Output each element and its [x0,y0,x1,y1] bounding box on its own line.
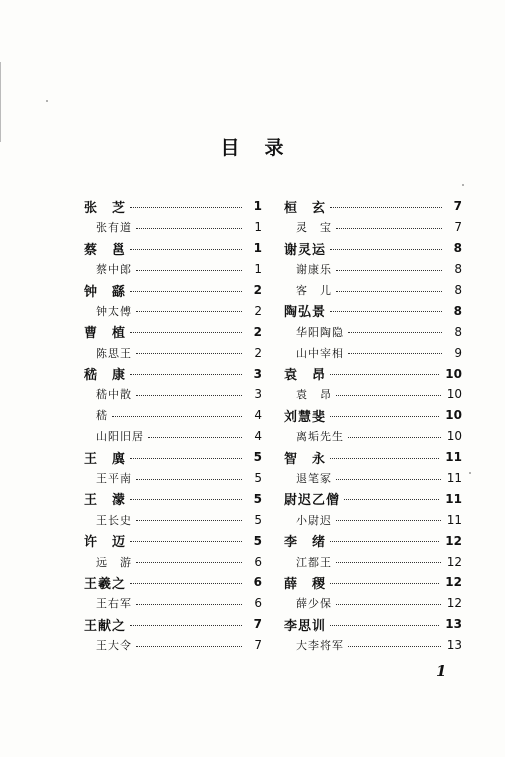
leader-dots [348,646,441,647]
leader-dots [136,604,242,605]
toc-entry[interactable] [284,447,462,468]
toc-entry[interactable] [284,468,462,489]
leader-dots [330,249,442,250]
leader-dots [136,228,242,229]
leader-dots [130,249,242,250]
toc-entry-name: 王平南 [96,472,132,486]
toc-entry-page: 10 [445,408,462,423]
toc-entry[interactable] [84,238,262,259]
toc-entry[interactable] [84,259,262,280]
toc-entry[interactable] [284,342,462,363]
toc-entry-page: 10 [446,387,462,402]
toc-entry-page: 5 [253,450,262,465]
title-char: 录 [264,137,285,159]
toc-entry-name: 李思训 [284,618,327,634]
toc-entry-page: 1 [253,241,262,256]
leader-dots [336,291,442,292]
toc-entry-page: 8 [454,262,462,277]
leader-dots [130,583,242,584]
leader-dots [330,207,442,208]
toc-entry-page: 4 [254,429,262,444]
leader-dots [330,541,439,542]
toc-entry-name: 离垢先生 [296,430,344,444]
toc-entry[interactable] [84,447,262,468]
toc-entry[interactable] [84,196,262,217]
toc-entry-page: 2 [254,303,262,318]
leader-dots [136,520,242,521]
toc-entry[interactable] [84,635,262,656]
toc-entry-name: 嵇 康 [84,368,127,384]
toc-entry[interactable] [84,426,262,447]
toc-entry[interactable] [284,321,462,342]
toc-entry-name: 王羲之 [84,576,127,592]
toc-entry[interactable] [284,426,462,447]
toc-entry[interactable] [284,300,462,321]
leader-dots [136,311,242,312]
leader-dots [130,291,242,292]
toc-entry-page: 7 [253,617,262,632]
leader-dots [348,437,441,438]
toc-entry-name: 尉迟乙僧 [284,493,341,509]
leader-dots [330,458,439,459]
leader-dots [344,499,439,500]
toc-entry-name: 大李将军 [296,639,344,653]
toc-entry-page: 8 [453,241,462,256]
leader-dots [130,374,242,375]
toc-column-right [284,196,462,656]
toc-entry-name: 陈思王 [96,346,132,360]
page-title [0,133,505,160]
toc-entry-name: 张 芝 [84,200,127,216]
scan-speck [469,472,471,474]
toc-entry[interactable] [284,551,462,572]
leader-dots [136,479,242,480]
toc-entry-page: 5 [254,512,262,527]
toc-entry-name: 薛 稷 [284,576,327,592]
toc-entry-name: 许 迈 [84,535,127,551]
toc-entry-page: 1 [253,199,262,214]
toc-entry-name: 桓 玄 [284,200,327,216]
toc-entry[interactable] [284,217,462,238]
toc-entry-name: 王献之 [84,618,127,634]
leader-dots [136,353,242,354]
toc-entry[interactable] [84,509,262,530]
toc-entry-name: 山阳旧居 [96,430,144,444]
toc-entry-name: 袁 昂 [284,368,327,384]
toc-entry-page: 11 [445,450,462,465]
leader-dots [348,353,442,354]
leader-dots [130,458,242,459]
toc-entry[interactable] [84,384,262,405]
toc-entry-name: 谢康乐 [296,263,332,277]
toc-entry-name: 陶弘景 [284,305,327,321]
toc-entry-page: 9 [454,345,462,360]
leader-dots [130,499,242,500]
toc-entry-page: 13 [446,638,462,653]
toc-entry[interactable] [284,363,462,384]
leader-dots [330,311,442,312]
toc-entry-name: 刘慧斐 [284,409,327,425]
scan-margin-line [0,62,1,142]
toc-entry-page: 6 [254,596,262,611]
leader-dots [336,395,441,396]
toc-entry[interactable] [84,468,262,489]
toc-entry-page: 5 [253,491,262,506]
toc-entry-page: 7 [453,199,462,214]
toc-entry-name: 王 廙 [84,451,127,467]
toc-entry-page: 8 [453,303,462,318]
toc-entry-name: 退笔冢 [296,472,332,486]
toc-entry[interactable] [284,509,462,530]
toc-entry-page: 3 [253,366,262,381]
toc-entry[interactable] [284,593,462,614]
page-number: 1 [436,662,447,680]
toc-entry-name: 薛少保 [296,597,332,611]
leader-dots [112,416,242,417]
toc-entry[interactable] [84,321,262,342]
toc-entry-name: 袁 昂 [296,388,332,402]
toc-entry[interactable] [84,342,262,363]
toc-entry-name: 钟太傅 [96,304,132,318]
leader-dots [136,646,242,647]
toc-entry-name: 王大令 [96,639,132,653]
leader-dots [136,395,242,396]
toc-entry[interactable] [284,259,462,280]
toc-entry[interactable] [84,572,262,593]
toc-entry-name: 智 永 [284,451,327,467]
toc-entry-name: 客 儿 [296,284,332,297]
toc-entry-name: 王 濛 [84,493,127,509]
leader-dots [330,374,439,375]
leader-dots [330,625,439,626]
leader-dots [330,416,439,417]
toc-entry-page: 2 [253,324,262,339]
toc-entry-name: 山中宰相 [296,346,344,360]
toc-entry[interactable] [284,238,462,259]
leader-dots [336,520,441,521]
toc-entry-page: 7 [454,220,462,235]
toc-entry-page: 3 [254,387,262,402]
toc-entry-name: 曹 植 [84,326,127,342]
toc-entry[interactable] [84,300,262,321]
toc-entry-page: 12 [445,575,462,590]
scan-speck [462,184,464,186]
toc-entry[interactable] [84,551,262,572]
leader-dots [336,270,442,271]
toc-entry[interactable] [84,280,262,301]
leader-dots [336,228,442,229]
toc-entry[interactable] [84,488,262,509]
toc-entry[interactable] [84,614,262,635]
toc-entry-page: 10 [445,366,462,381]
leader-dots [130,207,242,208]
toc-entry-page: 5 [254,471,262,486]
toc-entry-name: 嵇 [96,409,108,423]
toc-entry[interactable] [84,530,262,551]
toc-entry-name: 嵇中散 [96,388,132,402]
toc-entry-name: 蔡中郎 [96,263,132,277]
toc-entry[interactable] [84,217,262,238]
leader-dots [348,332,442,333]
toc-entry-name: 李 绪 [284,535,327,551]
toc-entry-page: 1 [254,262,262,277]
leader-dots [136,270,242,271]
toc-entry-name: 王长史 [96,513,132,527]
toc-entry-name: 华阳陶隐 [296,325,344,339]
leader-dots [130,541,242,542]
toc-entry-page: 8 [454,283,462,297]
toc-entry-name: 钟 繇 [84,284,127,300]
leader-dots [130,625,242,626]
toc-entry[interactable] [284,530,462,551]
toc-entry[interactable] [84,363,262,384]
leader-dots [130,332,242,333]
toc-entry-page: 5 [253,533,262,548]
leader-dots [336,562,441,563]
toc-entry-page: 13 [445,617,462,632]
toc-entry-name: 谢灵运 [284,242,327,258]
toc-entry-page: 1 [254,220,262,235]
toc-entry[interactable] [284,405,462,426]
toc-entry-name: 远 游 [96,555,132,569]
toc-entry[interactable] [84,593,262,614]
title-char: 目 [220,137,241,159]
toc-entry[interactable] [284,635,462,656]
leader-dots [330,583,439,584]
toc-entry-name: 张有道 [96,221,132,235]
toc-entry-page: 6 [254,554,262,569]
scan-speck [46,100,48,102]
toc-entry-page: 12 [446,554,462,569]
toc-entry-name: 江都王 [296,555,332,569]
toc-entry-page: 2 [254,345,262,360]
toc-entry-page: 8 [454,324,462,339]
leader-dots [148,437,242,438]
toc-entry[interactable] [284,572,462,593]
toc-entry-page: 11 [446,512,462,527]
toc-entry-page: 11 [445,491,462,506]
toc-entry-page: 12 [445,533,462,548]
toc-entry[interactable] [284,384,462,405]
toc-entry[interactable] [284,488,462,509]
toc-entry-page: 10 [446,429,462,444]
leader-dots [136,562,242,563]
leader-dots [336,604,441,605]
toc-entry-name: 灵 宝 [296,221,332,235]
toc-entry-page: 6 [253,575,262,590]
toc-entry-name: 蔡 邕 [84,242,127,258]
toc-entry-page: 4 [254,408,262,423]
toc-entry[interactable] [284,280,462,301]
toc-entry-page: 2 [253,283,262,297]
toc-column-left [84,196,262,656]
toc-entry-name: 王右军 [96,597,132,611]
toc-entry-page: 11 [446,471,462,486]
toc-entry-page: 12 [446,596,462,611]
toc-entry[interactable] [284,196,462,217]
toc-entry-name: 小尉迟 [296,513,332,527]
leader-dots [336,479,441,480]
toc-entry[interactable] [284,614,462,635]
toc-entry-page: 7 [254,638,262,653]
toc-entry[interactable] [84,405,262,426]
